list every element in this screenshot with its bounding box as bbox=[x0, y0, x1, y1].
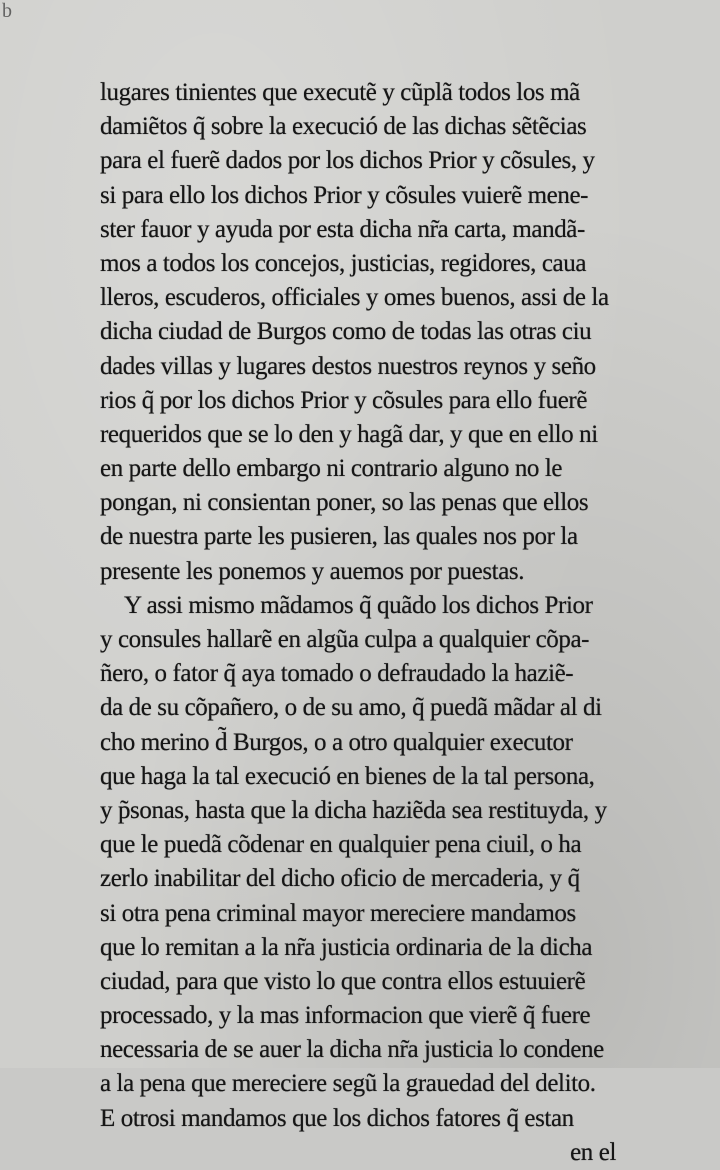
text-line: ñero, o fator q̃ aya tomado o defraudado la haziẽ- bbox=[100, 660, 574, 688]
text-line: lugares tinientes que executẽ y cũplã todos los mã bbox=[100, 79, 580, 106]
text-line: damiẽtos q̃ sobre la execució de las dichas sẽtẽcias bbox=[100, 113, 587, 141]
text-block bbox=[100, 76, 620, 1170]
paragraph-start-line: Y assi mismo mãdamos q̃ quãdo los dichos Prior bbox=[124, 591, 593, 619]
paragraph-start-line: E otrosi mandamos que los dichos fatores q̃ estan bbox=[100, 1104, 574, 1132]
text-line: processado, y la mas informacion que vierẽ q̃ fuere bbox=[100, 1002, 591, 1030]
text-line: necessaria de se auer la dicha nr̃a justicia lo condene bbox=[100, 1036, 604, 1064]
text-line: y p̃sonas, hasta que la dicha haziẽda sea restituyda, y bbox=[100, 796, 607, 824]
text-line: en parte dello embargo ni contrario alguno no le bbox=[100, 455, 563, 483]
text-line: dicha ciudad de Burgos como de todas las otras ciu bbox=[100, 318, 592, 346]
text-line: ster fauor y ayuda por esta dicha nr̃a carta, mandã- bbox=[100, 215, 585, 243]
text-line: de nuestra parte les pusieren, las quales nos por la bbox=[100, 523, 578, 551]
text-line: cho merino d̃ Burgos, o a otro qualquier executor bbox=[100, 728, 573, 756]
text-line: dades villas y lugares destos nuestros reynos y seño bbox=[100, 352, 596, 380]
text-line: que haga la tal execució en bienes de la tal persona, bbox=[100, 762, 595, 790]
text-line: mos a todos los concejos, justicias, regidores, caua bbox=[100, 249, 587, 277]
text-line: pongan, ni consientan poner, so las penas que ellos bbox=[100, 489, 589, 517]
text-line: requeridos que se lo den y hagã dar, y que en ello ni bbox=[100, 420, 598, 448]
page-edge-mark: b bbox=[2, 0, 12, 22]
text-line: presente les ponemos y auemos por puestas. bbox=[100, 557, 525, 585]
text-line: lleros, escuderos, officiales y omes buenos, assi de la bbox=[100, 284, 609, 312]
text-line: rios q̃ por los dichos Prior y cõsules para ello fuerẽ bbox=[100, 386, 588, 414]
text-line: si para ello los dichos Prior y cõsules vuierẽ mene- bbox=[100, 181, 589, 209]
text-line: a la pena que mereciere segũ la grauedad del delito. bbox=[100, 1070, 596, 1098]
text-line: ciudad, para que visto lo que contra ellos estuuierẽ bbox=[100, 967, 586, 995]
text-line: que lo remitan a la nr̃a justicia ordinaria de la dicha bbox=[100, 933, 593, 961]
text-line: si otra pena criminal mayor mereciere mandamos bbox=[100, 899, 576, 927]
text-line: da de su cõpañero, o de su amo, q̃ puedã mãdar al di bbox=[100, 694, 602, 722]
text-line: y consules hallarẽ en algũa culpa a qualquier cõpa- bbox=[100, 626, 590, 653]
text-line: zerlo inabilitar del dicho oficio de mercaderia, y q̃ bbox=[100, 865, 580, 893]
catchword: en el bbox=[570, 1138, 616, 1166]
text-line: para el fuerẽ dados por los dichos Prior y cõsules, y bbox=[100, 147, 595, 175]
text-line: que le puedã cõdenar en qualquier pena ciuil, o ha bbox=[100, 831, 582, 859]
